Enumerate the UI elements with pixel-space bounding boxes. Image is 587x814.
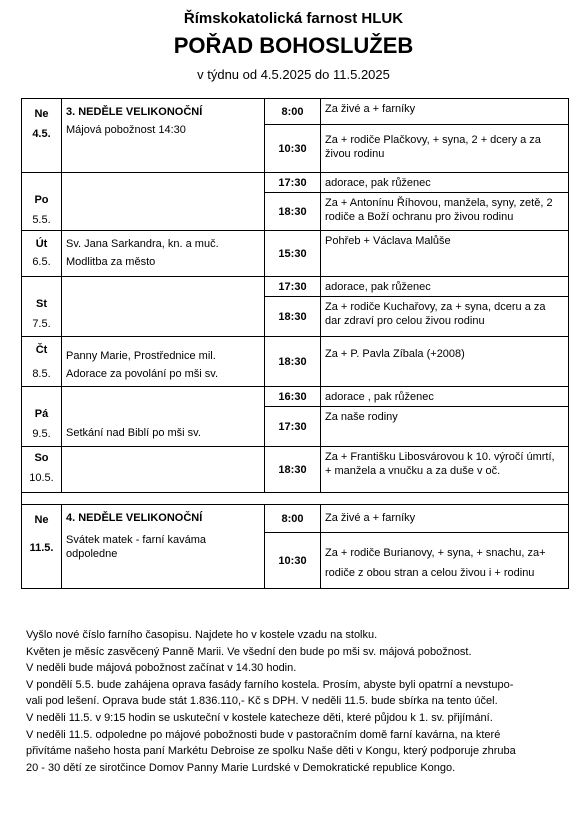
- feast-note: Sv. Jana Sarkandra, kn. a muč.: [66, 238, 219, 250]
- day-cell: [22, 173, 62, 231]
- day-cell: [22, 447, 62, 493]
- service-time: 10:30: [265, 533, 321, 589]
- schedule-row: [22, 99, 569, 125]
- service-time: 18:30: [265, 297, 321, 337]
- feast-note: Modlitba za město: [66, 256, 156, 268]
- service-intention: adorace, pak růženec: [321, 277, 569, 297]
- day-date: 7.5.: [32, 318, 51, 330]
- day-name: So: [34, 452, 49, 464]
- announcement-line: V neděli 11.5. v 9:15 hodin se uskuteční v kostele katecheze děti, které půjdou k 1. sv. přijímání.: [26, 711, 493, 724]
- feast-cell: [62, 447, 265, 493]
- day-name: St: [36, 298, 47, 310]
- day-name: Ne: [34, 108, 49, 120]
- feast-cell: [62, 231, 265, 277]
- service-time: 16:30: [265, 387, 321, 407]
- announcement-line: V neděli bude májová pobožnost začínat v 14.30 hodin.: [26, 662, 297, 675]
- feast-note: Adorace za povolání po mši sv.: [66, 368, 219, 380]
- feast-title: 3. NEDĚLE VELIKONOČNÍ: [66, 106, 203, 118]
- feast-title: 4. NEDĚLE VELIKONOČNÍ: [66, 512, 203, 524]
- service-intention: Za + Františku Libosvárovou k 10. výročí úmrtí, + manžela a vnučku a za duše v oč.: [321, 447, 569, 493]
- day-name: Pá: [34, 408, 49, 420]
- service-time: 18:30: [265, 447, 321, 493]
- schedule-spacer: [22, 493, 569, 505]
- service-intention: Za + rodiče Plačkovy, + syna, 2 + dcery a za živou rodinu: [321, 125, 569, 173]
- service-time: 18:30: [265, 337, 321, 387]
- service-intention: Za naše rodiny: [321, 407, 569, 447]
- day-cell: [22, 337, 62, 387]
- announcement-line: V neděli 11.5. odpoledne po májové pobožnosti bude v pastoračním domě farní kavárna, na které: [26, 728, 501, 741]
- service-intention: Za živé a + farníky: [321, 505, 569, 533]
- service-time: 17:30: [265, 173, 321, 193]
- service-time: 10:30: [265, 125, 321, 173]
- schedule-row: [22, 337, 569, 387]
- day-date: 6.5.: [32, 256, 51, 268]
- day-name: Út: [35, 238, 48, 250]
- day-cell: [22, 505, 62, 589]
- announcement-line: V pondělí 5.5. bude zahájena oprava fasády farního kostela. Prosím, abyste byli opatrní a nevstupo-: [26, 678, 514, 691]
- service-time: 15:30: [265, 231, 321, 277]
- day-cell: [22, 387, 62, 447]
- announcement-line: vali pod lešení. Oprava bude stát 1.836.110,- Kč s DPH. V neděli 11.5. bude sbírka na tento účel.: [26, 695, 498, 708]
- day-name: Ne: [34, 514, 49, 526]
- schedule-row: [22, 277, 569, 297]
- service-intention: Za + P. Pavla Zíbala (+2008): [321, 337, 569, 387]
- service-intention: Pohřeb + Václava Malůše: [321, 231, 569, 277]
- day-cell: [22, 277, 62, 337]
- service-intention: Za + rodiče Burianovy, + syna, + snachu, za+ rodiče z obou stran a celou živou i + rodinu: [321, 533, 569, 589]
- day-date: 9.5.: [32, 428, 51, 440]
- service-intention: adorace, pak růženec: [321, 173, 569, 193]
- feast-cell: [62, 173, 265, 231]
- day-date: 10.5.: [29, 472, 54, 484]
- day-date: 5.5.: [32, 214, 51, 226]
- service-intention: Za + Antonínu Říhovou, manžela, syny, zetě, 2 rodiče a Boží ochranu pro živou rodinu: [321, 193, 569, 231]
- day-date: 4.5.: [32, 128, 51, 140]
- day-date: 11.5.: [29, 542, 54, 554]
- parish-name: Římskokatolická farnost HLUK: [183, 10, 404, 27]
- feast-cell: [62, 99, 265, 173]
- announcement-line: Vyšlo nové číslo farního časopisu. Najdete ho v kostele vzadu na stolku.: [26, 629, 378, 641]
- service-time: 18:30: [265, 193, 321, 231]
- schedule-row: [22, 447, 569, 493]
- announcement-line: Květen je měsíc zasvěcený Panně Marii. Ve všední den bude po mši sv. májová pobožnost.: [26, 645, 472, 658]
- schedule-table: [21, 98, 569, 589]
- day-cell: [22, 99, 62, 173]
- service-intention: adorace , pak růženec: [321, 387, 569, 407]
- day-name: Čt: [35, 344, 48, 356]
- day-cell: [22, 231, 62, 277]
- service-intention: Za + rodiče Kuchařovy, za + syna, dceru a za dar zdraví pro celou živou rodinu: [321, 297, 569, 337]
- announcements: [26, 627, 566, 776]
- feast-note: Svátek matek - farní kaváma odpoledne: [66, 534, 206, 560]
- service-time: 17:30: [265, 407, 321, 447]
- feast-cell: [62, 505, 265, 589]
- page-title: POŘAD BOHOSLUŽEB: [173, 33, 414, 58]
- feast-cell: [62, 277, 265, 337]
- announcement-line: přivítáme našeho hosta paní Markétu Debroise ze spolku Naše děti v Kongu, který podporuje zhruba: [26, 745, 516, 758]
- feast-note: Májová pobožnost 14:30: [66, 124, 186, 136]
- feast-note: Panny Marie, Prostřednice mil.: [66, 350, 216, 362]
- service-time: 17:30: [265, 277, 321, 297]
- feast-note: Setkání nad Biblí po mši sv.: [66, 427, 201, 439]
- service-time: 8:00: [265, 505, 321, 533]
- schedule-row: [22, 505, 569, 533]
- day-date: 8.5.: [32, 368, 51, 380]
- schedule-row: [22, 387, 569, 407]
- service-intention: Za živé a + farníky: [321, 99, 569, 125]
- week-range: v týdnu od 4.5.2025 do 11.5.2025: [197, 67, 390, 82]
- announcement-line: 20 - 30 dětí ze sirotčince Domov Panny Marie Lurdské v Demokratické republice Kongo.: [26, 761, 456, 774]
- feast-cell: [62, 337, 265, 387]
- service-time: 8:00: [265, 99, 321, 125]
- day-name: Po: [34, 194, 49, 206]
- schedule-row: [22, 231, 569, 277]
- feast-cell: [62, 387, 265, 447]
- schedule-row: [22, 173, 569, 193]
